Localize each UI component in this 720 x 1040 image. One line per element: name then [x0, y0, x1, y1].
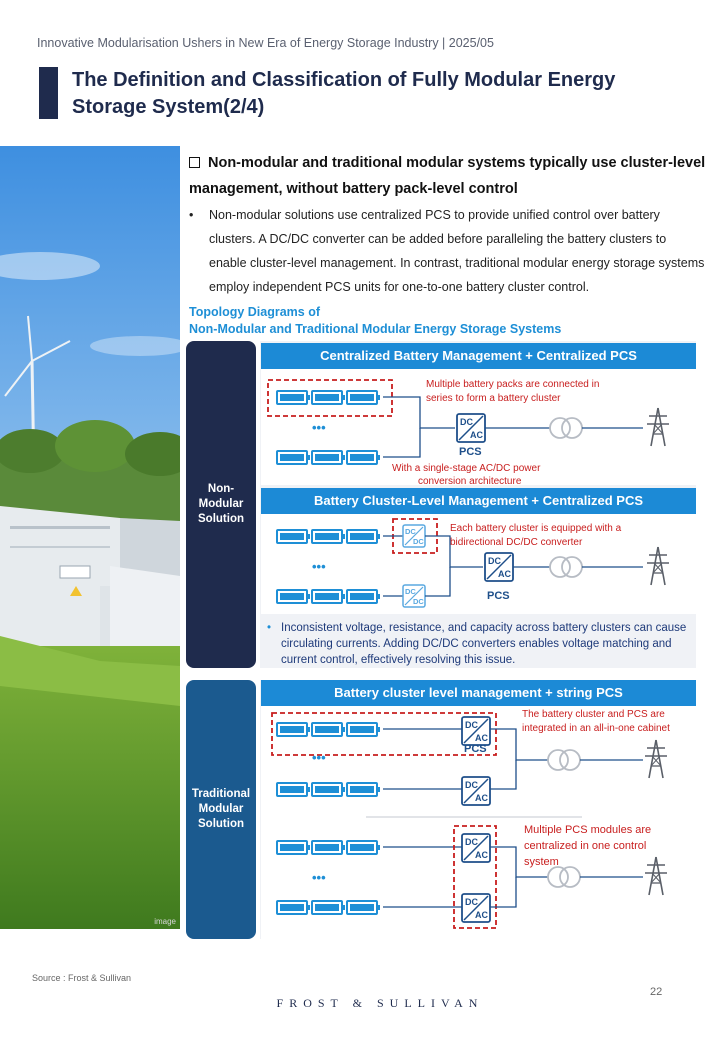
- svg-text:•••: •••: [312, 750, 326, 765]
- svg-text:Multiple battery packs are con: Multiple battery packs are connected in: [426, 379, 600, 390]
- converter-icon: [462, 894, 490, 922]
- converter-icon: [457, 414, 485, 442]
- svg-text:PCS: PCS: [487, 590, 510, 602]
- topology-title: [189, 304, 689, 338]
- non-modular-note-text: Inconsistent voltage, resistance, and capacity across battery clusters can cause circulating currents. Adding DC/DC converters enables voltage matching and current control, effectively resolving this issue.: [281, 622, 687, 666]
- battery-pack-icon: [277, 723, 380, 736]
- svg-text:bidirectional DC/DC converter: bidirectional DC/DC converter: [450, 537, 583, 548]
- topology-title-line1: Topology Diagrams of: [189, 305, 321, 319]
- running-title: Innovative Modularisation Ushers in New Era of Energy Storage Industry | 2025/05: [37, 36, 494, 50]
- traditional-line1: Traditional: [191, 788, 251, 800]
- transmission-tower-icon: [647, 408, 669, 446]
- panel1-title: Centralized Battery Management + Centralized PCS: [261, 343, 696, 369]
- topology-title-line2: Non-Modular and Traditional Modular Energy Storage Systems: [189, 322, 562, 336]
- battery-pack-icon: [277, 391, 380, 404]
- converter-icon: [462, 777, 490, 805]
- non-modular-line3: Solution: [198, 513, 244, 525]
- svg-text:Each battery cluster is equipp: Each battery cluster is equipped with a: [450, 523, 622, 534]
- page-title: The Definition and Classification of Fully Modular Energy Storage System(2/4): [72, 69, 616, 118]
- dcdc-converter-icon: [403, 525, 425, 547]
- image-tag: image: [154, 917, 176, 926]
- svg-text:Multiple PCS modules are: Multiple PCS modules are: [524, 824, 652, 836]
- dcdc-converter-icon: [403, 585, 425, 607]
- section-heading-text: Non-modular and traditional modular systems typically use cluster-level management, without battery pack-level control: [189, 155, 706, 197]
- energy-storage-photo: [0, 146, 180, 929]
- panel3-title: Battery cluster level management + string PCS: [261, 680, 696, 706]
- transformer-icon: [550, 557, 582, 577]
- svg-text:integrated in an all-in-one ca: integrated in an all-in-one cabinet: [522, 723, 670, 734]
- svg-text:system: system: [524, 856, 559, 868]
- battery-pack-icon: [277, 530, 380, 543]
- svg-text:series to form a battery clust: series to form a battery cluster: [426, 393, 561, 404]
- page-number: 22: [650, 986, 663, 998]
- panel1-diagram: [268, 379, 669, 487]
- transmission-tower-icon: [645, 857, 667, 895]
- converter-icon: [462, 717, 490, 745]
- section-heading: [189, 150, 709, 202]
- svg-text:centralized in one control: centralized in one control: [524, 840, 647, 852]
- converter-icon: [485, 553, 513, 581]
- non-modular-line1: Non-: [207, 483, 235, 495]
- transformer-icon: [550, 418, 582, 438]
- bullet-dot-icon: •: [267, 622, 272, 634]
- body-bullet: [189, 203, 707, 299]
- title-accent-bar: [39, 67, 58, 119]
- traditional-line3: Solution: [198, 818, 244, 830]
- panel3-diagram: [272, 709, 670, 928]
- battery-pack-icon: [277, 451, 380, 464]
- battery-pack-icon: [277, 590, 380, 603]
- converter-icon: [462, 834, 490, 862]
- battery-pack-icon: [277, 901, 380, 914]
- svg-text:PCS: PCS: [464, 743, 487, 755]
- transformer-icon: [548, 867, 580, 887]
- svg-text:conversion architecture: conversion architecture: [418, 476, 522, 487]
- svg-text:•••: •••: [312, 559, 326, 574]
- transmission-tower-icon: [647, 547, 669, 585]
- body-bullet-text: Non-modular solutions use centralized PCS to provide unified control over battery clusters. A DC/DC converter can be added before paralleling the battery clusters to enable cluster-level management. In contrast, traditional modular energy storage systems employ independent PCS units for one-to-one battery cluster control.: [209, 208, 705, 294]
- bullet-dot-icon: •: [189, 208, 194, 222]
- source-note: Source : Frost & Sullivan: [32, 973, 132, 983]
- panel2-diagram: [277, 519, 669, 607]
- checkbox-bullet-icon: [189, 157, 200, 168]
- battery-pack-icon: [277, 841, 380, 854]
- traditional-line2: Modular: [198, 803, 244, 815]
- pcs-label: PCS: [459, 446, 482, 458]
- non-modular-note: [267, 620, 687, 668]
- panel2-title: Battery Cluster-Level Management + Centralized PCS: [261, 488, 696, 514]
- brand-logo: FROST & SULLIVAN: [276, 996, 484, 1010]
- traditional-modular-side-label: [186, 680, 256, 939]
- transformer-icon: [548, 750, 580, 770]
- svg-text:With a single-stage AC/DC powe: With a single-stage AC/DC power: [392, 463, 541, 474]
- svg-text:•••: •••: [312, 870, 326, 885]
- non-modular-line2: Modular: [198, 498, 244, 510]
- non-modular-side-label: [186, 341, 256, 668]
- transmission-tower-icon: [645, 740, 667, 778]
- ellipsis: •••: [312, 420, 326, 435]
- battery-pack-icon: [277, 783, 380, 796]
- svg-text:The battery cluster and PCS ar: The battery cluster and PCS are: [522, 709, 665, 720]
